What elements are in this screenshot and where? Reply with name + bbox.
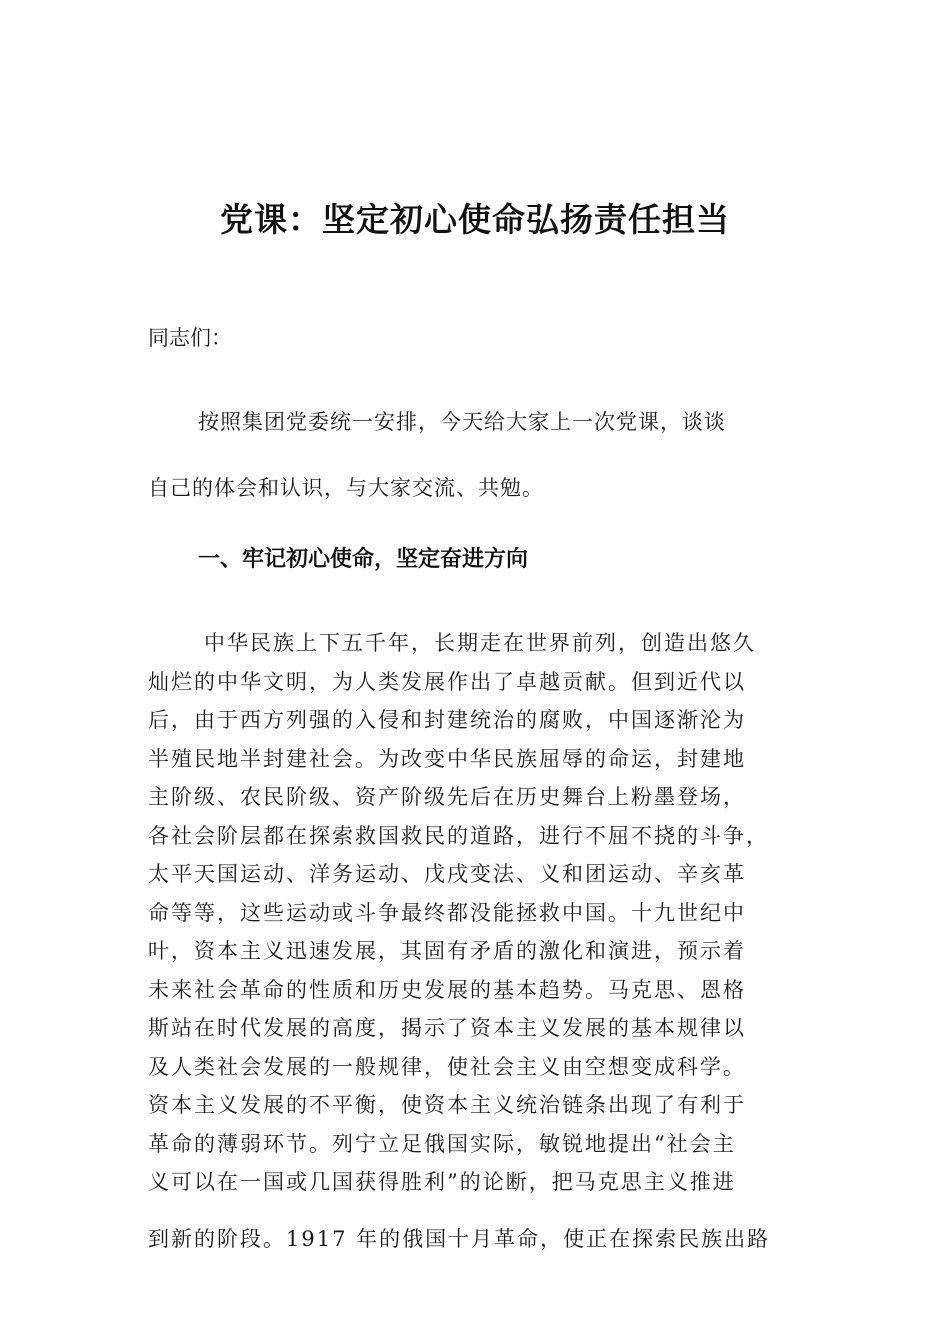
- body-line: 到新的阶段。1917 年的俄国十月革命，使正在探索民族出路: [148, 1226, 771, 1251]
- intro-line: 自己的体会和认识，与大家交流、共勉。: [148, 476, 544, 500]
- body-line: 太平天国运动、洋务运动、戊戌变法、义和团运动、辛亥革: [148, 862, 746, 886]
- body-line: 未来社会革命的性质和历史发展的基本趋势。马克思、恩格: [148, 977, 746, 1002]
- body-paragraph: [148, 624, 828, 1258]
- body-line: 叶，资本主义迅速发展，其固有矛盾的激化和演进，预示着: [148, 939, 746, 963]
- body-line: 各社会阶层都在探索救国救民的道路，进行不屈不挠的斗争，: [148, 823, 769, 848]
- body-line: 主阶级、农民阶级、资产阶级先后在历史舞台上粉墨登场，: [148, 785, 746, 809]
- body-line: 后，由于西方列强的入侵和封建统治的腐败，中国逐渐沦为: [148, 708, 746, 732]
- body-line: 命等等，这些运动或斗争最终都没能拯救中国。十九世纪中: [148, 900, 746, 925]
- intro-line: 按照集团党委统一安排，今天给大家上一次党课，谈谈: [198, 410, 726, 434]
- body-line: 斯站在时代发展的高度，揭示了资本主义发展的基本规律以: [148, 1016, 746, 1040]
- body-line: 灿烂的中华文明，为人类发展作出了卓越贡献。但到近代以: [148, 669, 746, 694]
- body-line: 中华民族上下五千年，长期走在世界前列，创造出悠久: [204, 631, 756, 655]
- body-line: 革命的薄弱环节。列宁立足俄国实际，敏锐地提出“社会主: [148, 1131, 736, 1156]
- body-line: 半殖民地半封建社会。为改变中华民族屈辱的命运，封建地: [148, 746, 746, 771]
- section-heading: 一、牢记初心使命，坚定奋进方向: [198, 547, 529, 572]
- body-line: 义可以在一国或几国获得胜利”的论断，把马克思主义推进: [148, 1170, 736, 1194]
- document-title: 党课：坚定初心使命弘扬责任担当: [220, 200, 730, 239]
- intro-paragraph: [148, 404, 808, 506]
- salutation: 同志们：: [148, 326, 232, 350]
- body-line: 资本主义发展的不平衡，使资本主义统治链条出现了有利于: [148, 1093, 746, 1117]
- body-line: 及人类社会发展的一般规律，使社会主义由空想变成科学。: [148, 1054, 746, 1079]
